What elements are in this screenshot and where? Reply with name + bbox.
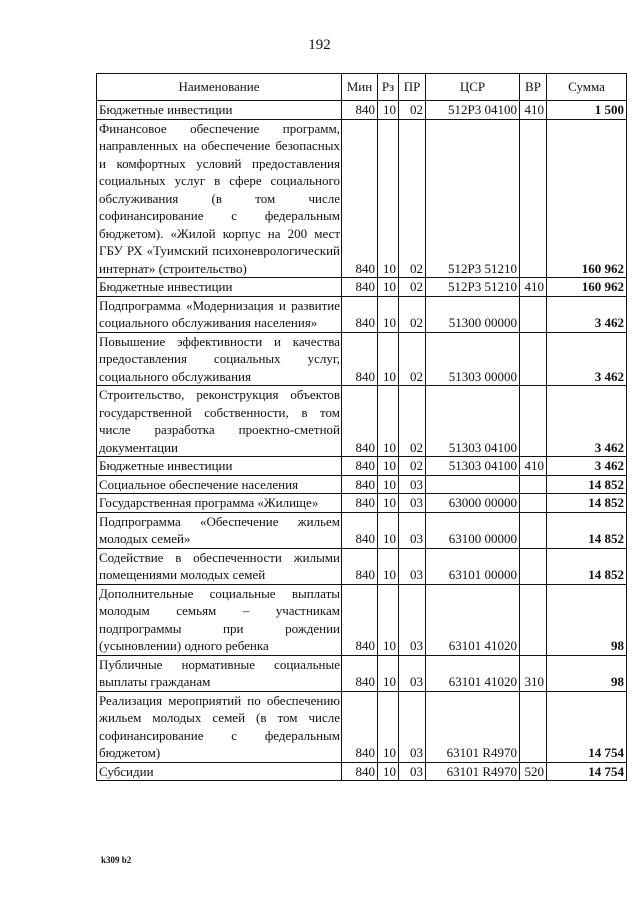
cell-pr: 03 <box>399 475 426 494</box>
cell-csr: 63101 41020 <box>426 655 520 691</box>
table-body <box>97 101 627 781</box>
cell-rz: 10 <box>378 691 399 762</box>
cell-name: Бюджетные инвестиции <box>97 278 342 297</box>
cell-pr: 02 <box>399 101 426 120</box>
header-rz: Рз <box>378 74 399 101</box>
cell-sum: 98 <box>547 584 627 655</box>
table-row <box>97 101 627 120</box>
cell-vr <box>520 475 547 494</box>
cell-name: Подпрограмма «Модернизация и развитие социального обслуживания населения» <box>97 296 342 332</box>
cell-csr: 63000 00000 <box>426 494 520 513</box>
header-sum: Сумма <box>547 74 627 101</box>
cell-rz: 10 <box>378 278 399 297</box>
table-row <box>97 119 627 278</box>
cell-csr: 63101 R4970 <box>426 762 520 781</box>
cell-name: Реализация мероприятий по обеспечению жильем молодых семей (в том числе софинансирование с федеральным бюджетом) <box>97 691 342 762</box>
cell-min: 840 <box>342 584 378 655</box>
cell-pr: 03 <box>399 762 426 781</box>
cell-rz: 10 <box>378 119 399 278</box>
cell-sum: 14 852 <box>547 512 627 548</box>
table-row <box>97 548 627 584</box>
cell-sum: 3 462 <box>547 332 627 386</box>
cell-pr: 03 <box>399 655 426 691</box>
cell-rz: 10 <box>378 512 399 548</box>
cell-vr <box>520 119 547 278</box>
header-csr: ЦСР <box>426 74 520 101</box>
cell-name: Подпрограмма «Обеспечение жильем молодых семей» <box>97 512 342 548</box>
table-row <box>97 332 627 386</box>
cell-pr: 02 <box>399 296 426 332</box>
cell-min: 840 <box>342 691 378 762</box>
table-row <box>97 475 627 494</box>
cell-sum: 160 962 <box>547 278 627 297</box>
cell-csr: 63101 00000 <box>426 548 520 584</box>
cell-csr: 51300 00000 <box>426 296 520 332</box>
table-row <box>97 278 627 297</box>
cell-rz: 10 <box>378 762 399 781</box>
cell-rz: 10 <box>378 296 399 332</box>
cell-min: 840 <box>342 278 378 297</box>
cell-rz: 10 <box>378 457 399 476</box>
cell-pr: 03 <box>399 548 426 584</box>
cell-pr: 03 <box>399 584 426 655</box>
cell-pr: 03 <box>399 512 426 548</box>
cell-min: 840 <box>342 386 378 457</box>
cell-min: 840 <box>342 475 378 494</box>
table-row <box>97 457 627 476</box>
cell-pr: 02 <box>399 457 426 476</box>
footer-code: k309 b2 <box>101 855 132 865</box>
cell-vr <box>520 494 547 513</box>
cell-rz: 10 <box>378 332 399 386</box>
cell-pr: 03 <box>399 691 426 762</box>
cell-vr: 310 <box>520 655 547 691</box>
table-row <box>97 512 627 548</box>
cell-vr: 410 <box>520 278 547 297</box>
cell-name: Содействие в обеспеченности жилыми помещениями молодых семей <box>97 548 342 584</box>
cell-pr: 02 <box>399 386 426 457</box>
cell-csr: 512P3 04100 <box>426 101 520 120</box>
table-row <box>97 494 627 513</box>
cell-min: 840 <box>342 101 378 120</box>
cell-name: Строительство, реконструкция объектов государственной собственности, в том числе разработка проектно-сметной документации <box>97 386 342 457</box>
table-row <box>97 655 627 691</box>
cell-rz: 10 <box>378 584 399 655</box>
cell-sum: 14 754 <box>547 762 627 781</box>
cell-vr <box>520 691 547 762</box>
budget-table <box>96 73 627 781</box>
header-pr: ПР <box>399 74 426 101</box>
cell-min: 840 <box>342 332 378 386</box>
cell-rz: 10 <box>378 475 399 494</box>
cell-csr: 512P3 51210 <box>426 278 520 297</box>
cell-sum: 98 <box>547 655 627 691</box>
cell-vr <box>520 548 547 584</box>
table-row <box>97 762 627 781</box>
cell-sum: 3 462 <box>547 296 627 332</box>
header-name: Наименование <box>97 74 342 101</box>
table-row <box>97 584 627 655</box>
cell-vr: 410 <box>520 101 547 120</box>
cell-sum: 3 462 <box>547 386 627 457</box>
header-vr: ВР <box>520 74 547 101</box>
cell-name: Публичные нормативные социальные выплаты гражданам <box>97 655 342 691</box>
cell-rz: 10 <box>378 101 399 120</box>
cell-rz: 10 <box>378 494 399 513</box>
cell-csr: 51303 00000 <box>426 332 520 386</box>
header-min: Мин <box>342 74 378 101</box>
cell-csr: 51303 04100 <box>426 386 520 457</box>
cell-sum: 14 852 <box>547 548 627 584</box>
cell-name: Социальное обеспечение населения <box>97 475 342 494</box>
table-header-row <box>97 74 627 101</box>
cell-name: Государственная программа «Жилище» <box>97 494 342 513</box>
cell-csr: 512P3 51210 <box>426 119 520 278</box>
cell-vr: 520 <box>520 762 547 781</box>
cell-csr: 63101 41020 <box>426 584 520 655</box>
page-number: 192 <box>308 37 331 53</box>
table-row <box>97 691 627 762</box>
cell-csr: 63101 R4970 <box>426 691 520 762</box>
cell-csr <box>426 475 520 494</box>
cell-name: Бюджетные инвестиции <box>97 101 342 120</box>
cell-min: 840 <box>342 655 378 691</box>
cell-min: 840 <box>342 762 378 781</box>
cell-csr: 63100 00000 <box>426 512 520 548</box>
cell-vr <box>520 584 547 655</box>
cell-pr: 03 <box>399 494 426 513</box>
cell-rz: 10 <box>378 655 399 691</box>
table-row <box>97 296 627 332</box>
table-row <box>97 386 627 457</box>
cell-min: 840 <box>342 512 378 548</box>
cell-csr: 51303 04100 <box>426 457 520 476</box>
cell-vr: 410 <box>520 457 547 476</box>
cell-name: Повышение эффективности и качества предоставления социальных услуг, социального обслуживания <box>97 332 342 386</box>
cell-min: 840 <box>342 548 378 584</box>
cell-pr: 02 <box>399 332 426 386</box>
cell-vr <box>520 386 547 457</box>
cell-sum: 14 852 <box>547 475 627 494</box>
cell-sum: 1 500 <box>547 101 627 120</box>
cell-vr <box>520 512 547 548</box>
cell-vr <box>520 296 547 332</box>
cell-name: Субсидии <box>97 762 342 781</box>
cell-pr: 02 <box>399 119 426 278</box>
cell-sum: 14 852 <box>547 494 627 513</box>
cell-vr <box>520 332 547 386</box>
cell-min: 840 <box>342 296 378 332</box>
cell-sum: 14 754 <box>547 691 627 762</box>
cell-name: Финансовое обеспечение программ, направленных на обеспечение безопасных и комфортных условий предоставления социальных услуг в сфере социального обслуживания (в том числе софинансирование с федеральным бюджетом). «Жилой корпус на 200 мест ГБУ РХ «Туимский психоневрологический интернат» (строительство) <box>97 119 342 278</box>
cell-sum: 3 462 <box>547 457 627 476</box>
cell-name: Дополнительные социальные выплаты молодым семьям – участникам подпрограммы при рождении (усыновлении) одного ребенка <box>97 584 342 655</box>
cell-min: 840 <box>342 457 378 476</box>
cell-rz: 10 <box>378 386 399 457</box>
cell-min: 840 <box>342 494 378 513</box>
cell-name: Бюджетные инвестиции <box>97 457 342 476</box>
cell-rz: 10 <box>378 548 399 584</box>
cell-sum: 160 962 <box>547 119 627 278</box>
cell-min: 840 <box>342 119 378 278</box>
cell-pr: 02 <box>399 278 426 297</box>
